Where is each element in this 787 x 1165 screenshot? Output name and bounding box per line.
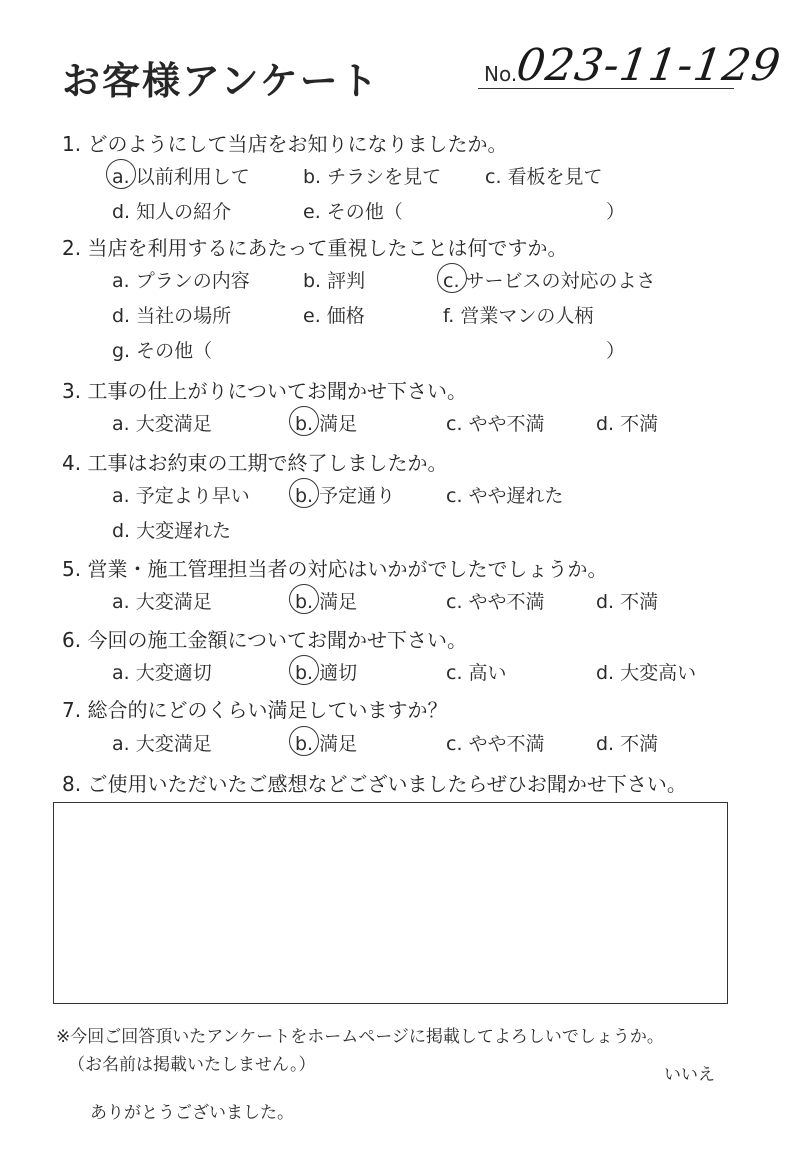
q4-option-b[interactable]: b. 予定通り bbox=[295, 481, 395, 508]
q2-option-e[interactable]: e. 価格 bbox=[303, 305, 365, 327]
survey-title: お客様アンケート bbox=[62, 59, 380, 103]
q5-option-c[interactable]: c. やや不満 bbox=[446, 591, 545, 613]
q6-option-b[interactable]: b. 適切 bbox=[295, 658, 357, 685]
question-4: 4. 工事はお約束の工期で終了しましたか。 bbox=[62, 451, 448, 475]
q1-option-b[interactable]: b. チラシを見て bbox=[303, 166, 442, 188]
q1-option-a[interactable]: a. 以前利用して bbox=[112, 162, 250, 189]
q1-option-e[interactable]: e. その他（ bbox=[303, 201, 403, 223]
q5-option-a[interactable]: a. 大変満足 bbox=[112, 591, 212, 613]
answer-circle bbox=[289, 584, 319, 614]
question-2: 2. 当店を利用するにあたって重視したことは何ですか。 bbox=[62, 236, 568, 260]
q7-option-c[interactable]: c. やや不満 bbox=[446, 733, 545, 755]
q4-option-a[interactable]: a. 予定より早い bbox=[112, 485, 250, 507]
q2-option-f[interactable]: f. 営業マンの人柄 bbox=[443, 305, 594, 327]
q2-option-c[interactable]: c. サービスの対応のよさ bbox=[443, 266, 656, 293]
answer-circle bbox=[289, 726, 319, 756]
q2-option-g[interactable]: g. その他（ bbox=[112, 340, 213, 362]
question-5: 5. 営業・施工管理担当者の対応はいかがでしたでしょうか。 bbox=[62, 557, 608, 581]
q5-option-d[interactable]: d. 不満 bbox=[596, 591, 659, 613]
q2-option-b[interactable]: b. 評判 bbox=[303, 270, 366, 292]
q6-option-c[interactable]: c. 高い bbox=[446, 662, 507, 684]
consent-answer[interactable]: いいえ bbox=[664, 1065, 715, 1085]
answer-circle bbox=[437, 263, 467, 293]
q3-option-c[interactable]: c. やや不満 bbox=[446, 413, 545, 435]
thanks-text: ありがとうございました。 bbox=[90, 1103, 294, 1123]
q3-option-d[interactable]: d. 不満 bbox=[596, 413, 659, 435]
q1-option-c[interactable]: c. 看板を見て bbox=[485, 166, 603, 188]
question-7: 7. 総合的にどのくらい満足していますか？ bbox=[62, 698, 448, 722]
q4-option-d[interactable]: d. 大変遅れた bbox=[112, 520, 232, 542]
answer-circle bbox=[289, 655, 319, 685]
handwritten-number: 023-11-129 bbox=[513, 40, 785, 91]
number-label: No. bbox=[484, 62, 518, 86]
publish-consent-note: ※今回ご回答頂いたアンケートをホームページに掲載してよろしいでしょうか。 bbox=[56, 1027, 664, 1047]
q6-option-a[interactable]: a. 大変適切 bbox=[112, 662, 212, 684]
q7-option-a[interactable]: a. 大変満足 bbox=[112, 733, 212, 755]
answer-circle bbox=[289, 406, 319, 436]
answer-circle bbox=[106, 159, 136, 189]
comment-textarea[interactable] bbox=[53, 802, 728, 1004]
question-1: 1. どのようにして当店をお知りになりましたか。 bbox=[62, 132, 508, 156]
question-3: 3. 工事の仕上がりについてお聞かせ下さい。 bbox=[62, 379, 468, 403]
number-underline bbox=[478, 88, 734, 89]
q3-option-b[interactable]: b. 満足 bbox=[295, 409, 357, 436]
q7-option-d[interactable]: d. 不満 bbox=[596, 733, 659, 755]
q7-option-b[interactable]: b. 満足 bbox=[295, 729, 357, 756]
name-not-published-note: （お名前は掲載いたしません。） bbox=[68, 1055, 316, 1075]
q4-option-c[interactable]: c. やや遅れた bbox=[446, 485, 564, 507]
question-6: 6. 今回の施工金額についてお聞かせ下さい。 bbox=[62, 628, 468, 652]
q5-option-b[interactable]: b. 満足 bbox=[295, 587, 357, 614]
q3-option-a[interactable]: a. 大変満足 bbox=[112, 413, 212, 435]
q2-paren-close: ） bbox=[606, 340, 626, 362]
answer-circle bbox=[289, 478, 319, 508]
q2-option-a[interactable]: a. プランの内容 bbox=[112, 270, 250, 292]
q2-option-d[interactable]: d. 当社の場所 bbox=[112, 305, 232, 327]
q1-paren-close: ） bbox=[606, 201, 626, 223]
question-8: 8. ご使用いただいたご感想などございましたらぜひお聞かせ下さい。 bbox=[62, 772, 687, 796]
q1-option-d[interactable]: d. 知人の紹介 bbox=[112, 201, 232, 223]
q6-option-d[interactable]: d. 大変高い bbox=[596, 662, 697, 684]
